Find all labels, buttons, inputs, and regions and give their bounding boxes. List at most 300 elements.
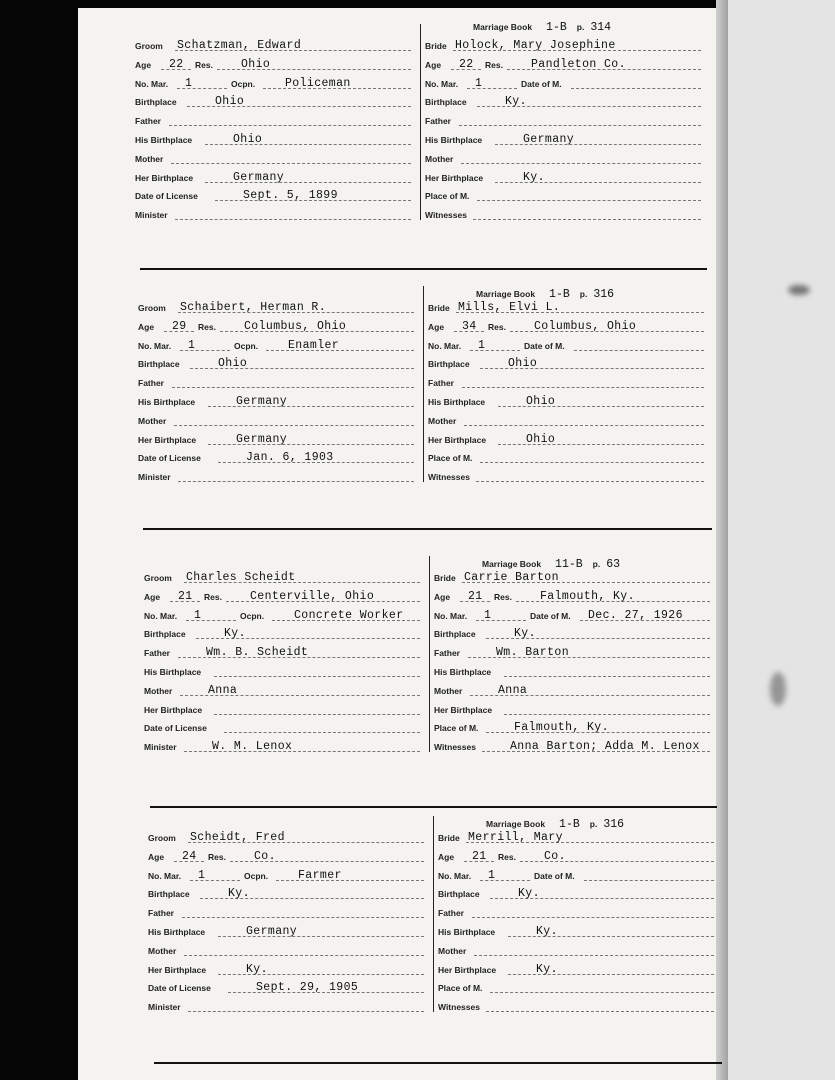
bride-mother-label: Mother [434, 685, 463, 696]
bride-birthplace-row [434, 624, 712, 641]
groom-birthplace-row [135, 92, 413, 109]
bride-father-line [472, 917, 714, 918]
bride-name-value: Mills, Elvi L. [458, 301, 561, 314]
groom-her-birthplace-label: Her Birthplace [148, 964, 207, 975]
groom-ocpn-value: Farmer [298, 868, 342, 882]
groom-date-of-license-value: Jan. 6, 1903 [246, 451, 334, 465]
groom-ocpn-label: Ocpn. [244, 870, 269, 881]
bride-his-birthplace-label: His Birthplace [425, 135, 483, 145]
groom-no-mar-row [148, 866, 426, 883]
bride-her-birthplace-row [428, 430, 706, 447]
bride-place-of-m-value: Falmouth, Ky. [514, 721, 609, 735]
bride-age-row [425, 55, 703, 72]
groom-name-value: Schatzman, Edward [177, 39, 302, 52]
groom-groom-label: Groom [148, 833, 176, 843]
groom-ocpn-label: Ocpn. [234, 340, 259, 351]
bride-birthplace-label: Birthplace [434, 629, 476, 640]
groom-father-line [169, 125, 411, 126]
groom-his-birthplace-value: Germany [236, 395, 288, 408]
groom-his-birthplace-row [138, 392, 416, 409]
bride-her-birthplace-label: Her Birthplace [434, 704, 493, 715]
groom-her-birthplace-line [214, 714, 420, 715]
bride-birthplace-row [425, 92, 703, 109]
bride-no-mar-value: 1 [488, 868, 496, 882]
groom-mother-row [135, 149, 413, 166]
bride-birthplace-value: Ky. [514, 627, 536, 641]
marriage-book-number: 1-B [559, 818, 580, 831]
bride-witnesses-line [476, 481, 704, 482]
groom-ocpn-value: Enamler [288, 338, 340, 352]
groom-groom-label: Groom [135, 41, 163, 51]
bride-witnesses-label: Witnesses [428, 472, 470, 483]
bride-mother-label: Mother [438, 945, 467, 956]
groom-minister-row [144, 737, 422, 754]
groom-name-value: Charles Scheidt [186, 571, 296, 584]
bride-res-label: Res. [488, 321, 506, 332]
groom-date-of-license-label: Date of License [138, 453, 201, 464]
marriage-book-reference [473, 21, 611, 34]
bride-her-birthplace-label: Her Birthplace [425, 172, 484, 183]
groom-age-row [144, 587, 422, 604]
bride-father-label: Father [438, 908, 464, 919]
bride-mother-row [425, 149, 703, 166]
groom-birthplace-row [148, 884, 426, 901]
bride-his-birthplace-value: Germany [523, 133, 575, 146]
record-separator [143, 528, 712, 530]
bride-name-value: Merrill, Mary [468, 831, 563, 844]
marriage-book-number: 1-B [549, 288, 570, 301]
bride-his-birthplace-label: His Birthplace [438, 927, 496, 937]
groom-minister-label: Minister [135, 210, 168, 221]
groom-res-value: Columbus, Ohio [244, 319, 347, 333]
bride-age-value: 34 [462, 319, 477, 333]
groom-age-row [135, 55, 413, 72]
groom-birthplace-value: Ohio [218, 357, 248, 371]
groom-mother-label: Mother [144, 685, 173, 696]
scan-speck [788, 285, 810, 295]
page-label: p. [592, 559, 601, 569]
bride-date-of-m-label: Date of M. [524, 340, 565, 351]
groom-no-mar-value: 1 [188, 338, 196, 352]
groom-ocpn-value: Policeman [285, 76, 351, 90]
groom-age-value: 29 [172, 319, 187, 333]
groom-minister-label: Minister [144, 742, 177, 753]
bride-bride-row [425, 36, 703, 53]
page-label: p. [579, 289, 588, 299]
bride-age-row [438, 847, 716, 864]
groom-groom-row [144, 568, 422, 585]
groom-date-of-license-label: Date of License [144, 723, 207, 734]
groom-groom-row [148, 828, 426, 845]
marriage-book-label: Marriage Book [473, 22, 533, 32]
bride-her-birthplace-row [438, 960, 716, 977]
groom-age-row [138, 317, 416, 334]
groom-father-row [138, 373, 416, 390]
groom-her-birthplace-row [138, 430, 416, 447]
bride-father-line [459, 125, 701, 126]
groom-her-birthplace-value: Germany [233, 170, 285, 184]
bride-bride-label: Bride [438, 833, 460, 843]
groom-mother-row [138, 411, 416, 428]
bride-her-birthplace-label: Her Birthplace [428, 434, 487, 445]
groom-birthplace-row [138, 354, 416, 371]
bride-her-birthplace-label: Her Birthplace [438, 964, 497, 975]
groom-mother-label: Mother [138, 415, 167, 426]
bride-her-birthplace-line [504, 714, 710, 715]
groom-her-birthplace-label: Her Birthplace [138, 434, 197, 445]
bride-birthplace-label: Birthplace [438, 889, 480, 900]
groom-birthplace-label: Birthplace [144, 629, 186, 640]
column-divider [420, 24, 421, 220]
groom-father-row [148, 903, 426, 920]
bride-his-birthplace-value: Ky. [536, 925, 558, 938]
bride-date-of-m-line [571, 88, 701, 89]
bride-father-label: Father [434, 648, 460, 659]
groom-birthplace-row [144, 624, 422, 641]
bride-age-value: 22 [459, 57, 474, 71]
marriage-record-1 [135, 22, 735, 267]
groom-date-of-license-line [224, 732, 420, 733]
column-divider [429, 556, 430, 752]
groom-date-of-license-row [138, 448, 416, 465]
bride-witnesses-row [425, 205, 703, 222]
groom-ocpn-label: Ocpn. [240, 610, 265, 621]
bride-age-label: Age [434, 591, 451, 602]
record-separator [140, 268, 707, 270]
groom-date-of-license-label: Date of License [135, 191, 198, 202]
bride-place-of-m-line [480, 462, 704, 463]
bride-bride-label: Bride [428, 303, 450, 313]
groom-res-label: Res. [198, 321, 216, 332]
bride-mother-line [461, 163, 701, 164]
bride-mother-line [464, 425, 704, 426]
page-number: 316 [603, 818, 625, 831]
groom-no-mar-value: 1 [194, 608, 202, 622]
bride-no-mar-label: No. Mar. [434, 610, 468, 621]
groom-birthplace-label: Birthplace [148, 889, 190, 900]
groom-his-birthplace-label: His Birthplace [144, 667, 202, 677]
bride-res-value: Pandleton Co. [531, 57, 626, 71]
bride-place-of-m-label: Place of M. [438, 983, 483, 994]
bride-res-value: Co. [544, 849, 566, 863]
groom-his-birthplace-label: His Birthplace [148, 927, 206, 937]
groom-res-value: Ohio [241, 57, 271, 71]
page-label: p. [589, 819, 598, 829]
bride-mother-line [474, 955, 714, 956]
groom-ocpn-label: Ocpn. [231, 78, 256, 89]
bride-father-label: Father [425, 116, 451, 127]
bride-no-mar-label: No. Mar. [425, 78, 459, 89]
page-number: 314 [590, 21, 612, 34]
bride-mother-row [428, 411, 706, 428]
bride-place-of-m-line [477, 200, 701, 201]
bride-date-of-m-value: Dec. 27, 1926 [588, 608, 683, 622]
bride-his-birthplace-label: His Birthplace [428, 397, 486, 407]
groom-her-birthplace-label: Her Birthplace [135, 172, 194, 183]
bride-res-label: Res. [494, 591, 512, 602]
bride-age-row [434, 587, 712, 604]
page-label: p. [576, 22, 585, 32]
groom-mother-line [171, 163, 411, 164]
marriage-record-3 [144, 554, 744, 799]
groom-his-birthplace-row [148, 922, 426, 939]
bride-res-value: Falmouth, Ky. [540, 589, 635, 603]
column-divider [433, 816, 434, 1012]
bride-bride-label: Bride [425, 41, 447, 51]
bride-no-mar-value: 1 [484, 608, 492, 622]
groom-name-value: Scheidt, Fred [190, 831, 285, 844]
groom-his-birthplace-value: Ohio [233, 133, 263, 146]
bride-name-value: Carrie Barton [464, 571, 559, 584]
groom-her-birthplace-row [144, 700, 422, 717]
groom-mother-label: Mother [135, 153, 164, 164]
groom-minister-line [175, 219, 411, 220]
marriage-record-2 [138, 284, 738, 529]
groom-no-mar-row [135, 74, 413, 91]
groom-mother-line [184, 955, 424, 956]
groom-no-mar-label: No. Mar. [148, 870, 182, 881]
marriage-book-number: 11-B [555, 558, 583, 571]
groom-res-label: Res. [204, 591, 222, 602]
scan-smudge [770, 672, 786, 706]
bride-no-mar-label: No. Mar. [428, 340, 462, 351]
bride-father-row [428, 373, 706, 390]
groom-age-label: Age [148, 851, 165, 862]
bride-his-birthplace-row [428, 392, 706, 409]
groom-birthplace-label: Birthplace [135, 97, 177, 108]
groom-date-of-license-value: Sept. 5, 1899 [243, 189, 338, 203]
bride-res-label: Res. [498, 851, 516, 862]
bride-place-of-m-line [490, 992, 714, 993]
bride-no-mar-value: 1 [475, 76, 483, 90]
groom-mother-label: Mother [148, 945, 177, 956]
marriage-book-number: 1-B [546, 21, 567, 34]
bride-place-of-m-row [428, 448, 706, 465]
groom-age-value: 22 [169, 57, 184, 71]
groom-her-birthplace-value: Ky. [246, 962, 268, 976]
marriage-record-4 [148, 814, 748, 1059]
bride-her-birthplace-value: Ky. [523, 170, 545, 184]
marriage-book-label: Marriage Book [476, 289, 536, 299]
groom-no-mar-label: No. Mar. [135, 78, 169, 89]
groom-her-birthplace-row [135, 168, 413, 185]
bride-age-label: Age [428, 321, 445, 332]
bride-place-of-m-label: Place of M. [425, 191, 470, 202]
groom-no-mar-row [144, 606, 422, 623]
bride-witnesses-line [473, 219, 701, 220]
bride-age-label: Age [425, 59, 442, 70]
groom-mother-row [144, 681, 422, 698]
bride-her-birthplace-value: Ohio [526, 432, 556, 446]
groom-his-birthplace-label: His Birthplace [138, 397, 196, 407]
groom-minister-value: W. M. Lenox [212, 740, 293, 754]
record-separator [150, 806, 717, 808]
bride-witnesses-label: Witnesses [434, 742, 476, 753]
groom-minister-label: Minister [138, 472, 171, 483]
groom-ocpn-value: Concrete Worker [294, 608, 404, 622]
groom-father-line [182, 917, 424, 918]
bride-her-birthplace-row [425, 168, 703, 185]
groom-no-mar-row [138, 336, 416, 353]
bride-date-of-m-label: Date of M. [530, 610, 571, 621]
groom-no-mar-label: No. Mar. [144, 610, 178, 621]
bride-his-birthplace-label: His Birthplace [434, 667, 492, 677]
groom-age-label: Age [144, 591, 161, 602]
bride-father-row [438, 903, 716, 920]
bride-no-mar-row [428, 336, 706, 353]
groom-no-mar-label: No. Mar. [138, 340, 172, 351]
groom-groom-row [138, 298, 416, 315]
groom-date-of-license-row [148, 978, 426, 995]
bride-no-mar-label: No. Mar. [438, 870, 472, 881]
bride-no-mar-row [438, 866, 716, 883]
bride-no-mar-row [434, 606, 712, 623]
bride-birthplace-label: Birthplace [428, 359, 470, 370]
bride-age-value: 21 [472, 849, 487, 863]
groom-father-row [135, 111, 413, 128]
bride-res-value: Columbus, Ohio [534, 319, 637, 333]
bride-witnesses-label: Witnesses [425, 210, 467, 221]
bride-mother-value: Anna [498, 683, 528, 697]
bride-birthplace-row [438, 884, 716, 901]
bride-her-birthplace-value: Ky. [536, 962, 558, 976]
groom-age-value: 24 [182, 849, 197, 863]
bride-mother-label: Mother [428, 415, 457, 426]
groom-no-mar-value: 1 [198, 868, 206, 882]
groom-mother-row [148, 941, 426, 958]
bride-res-label: Res. [485, 59, 503, 70]
groom-date-of-license-label: Date of License [148, 983, 211, 994]
bride-father-row [425, 111, 703, 128]
bride-her-birthplace-row [434, 700, 712, 717]
bride-place-of-m-row [434, 718, 712, 735]
groom-father-label: Father [148, 908, 174, 919]
bride-his-birthplace-row [425, 130, 703, 147]
groom-birthplace-label: Birthplace [138, 359, 180, 370]
bride-witnesses-line [486, 1011, 714, 1012]
groom-father-label: Father [138, 378, 164, 389]
bride-place-of-m-row [438, 978, 716, 995]
groom-minister-row [138, 467, 416, 484]
groom-her-birthplace-row [148, 960, 426, 977]
bride-witnesses-label: Witnesses [438, 1002, 480, 1013]
bride-witnesses-row [428, 467, 706, 484]
groom-father-value: Wm. B. Scheidt [206, 646, 309, 660]
bride-place-of-m-label: Place of M. [434, 723, 479, 734]
groom-mother-line [174, 425, 414, 426]
groom-groom-row [135, 36, 413, 53]
groom-father-label: Father [144, 648, 170, 659]
groom-his-birthplace-row [135, 130, 413, 147]
bride-father-row [434, 643, 712, 660]
bride-age-row [428, 317, 706, 334]
groom-minister-line [188, 1011, 424, 1012]
bride-no-mar-row [425, 74, 703, 91]
bride-bride-row [434, 568, 712, 585]
bride-mother-row [434, 681, 712, 698]
marriage-book-label: Marriage Book [482, 559, 542, 569]
bride-mother-label: Mother [425, 153, 454, 164]
groom-age-label: Age [138, 321, 155, 332]
groom-res-value: Co. [254, 849, 276, 863]
bride-bride-row [438, 828, 716, 845]
bride-mother-row [438, 941, 716, 958]
bride-his-birthplace-row [438, 922, 716, 939]
bride-father-line [462, 387, 704, 388]
groom-no-mar-value: 1 [185, 76, 193, 90]
column-divider [423, 286, 424, 482]
groom-date-of-license-row [144, 718, 422, 735]
groom-birthplace-value: Ohio [215, 95, 245, 109]
groom-age-row [148, 847, 426, 864]
marriage-book-label: Marriage Book [486, 819, 546, 829]
bride-place-of-m-row [425, 186, 703, 203]
groom-age-value: 21 [178, 589, 193, 603]
groom-father-row [144, 643, 422, 660]
page-number: 316 [593, 288, 615, 301]
groom-name-value: Schaibert, Herman R. [180, 301, 327, 314]
bride-bride-label: Bride [434, 573, 456, 583]
bride-father-value: Wm. Barton [496, 646, 570, 660]
groom-minister-line [178, 481, 414, 482]
groom-father-label: Father [135, 116, 161, 127]
groom-mother-value: Anna [208, 683, 238, 697]
groom-minister-row [135, 205, 413, 222]
record-separator [154, 1062, 722, 1064]
bride-name-value: Holock, Mary Josephine [455, 39, 616, 52]
groom-res-label: Res. [208, 851, 226, 862]
bride-witnesses-row [438, 997, 716, 1014]
groom-his-birthplace-label: His Birthplace [135, 135, 193, 145]
groom-his-birthplace-value: Germany [246, 925, 298, 938]
page-number: 63 [606, 558, 621, 571]
bride-place-of-m-label: Place of M. [428, 453, 473, 464]
bride-witnesses-value: Anna Barton; Adda M. Lenox [510, 740, 700, 754]
bride-his-birthplace-value: Ohio [526, 395, 556, 408]
groom-age-label: Age [135, 59, 152, 70]
bride-bride-row [428, 298, 706, 315]
bride-birthplace-value: Ohio [508, 357, 538, 371]
groom-her-birthplace-label: Her Birthplace [144, 704, 203, 715]
bride-date-of-m-line [584, 880, 714, 881]
groom-birthplace-value: Ky. [224, 627, 246, 641]
bride-no-mar-value: 1 [478, 338, 486, 352]
groom-groom-label: Groom [144, 573, 172, 583]
groom-date-of-license-value: Sept. 29, 1905 [256, 981, 359, 995]
bride-his-birthplace-row [434, 662, 712, 679]
groom-groom-label: Groom [138, 303, 166, 313]
bride-birthplace-row [428, 354, 706, 371]
groom-minister-label: Minister [148, 1002, 181, 1013]
groom-his-birthplace-line [214, 676, 420, 677]
bride-age-value: 21 [468, 589, 483, 603]
bride-witnesses-row [434, 737, 712, 754]
groom-res-value: Centerville, Ohio [250, 589, 375, 603]
bride-age-label: Age [438, 851, 455, 862]
bride-date-of-m-line [574, 350, 704, 351]
bride-birthplace-label: Birthplace [425, 97, 467, 108]
bride-date-of-m-label: Date of M. [521, 78, 562, 89]
groom-res-label: Res. [195, 59, 213, 70]
groom-birthplace-value: Ky. [228, 887, 250, 901]
groom-her-birthplace-value: Germany [236, 432, 288, 446]
bride-birthplace-value: Ky. [505, 95, 527, 109]
bride-date-of-m-label: Date of M. [534, 870, 575, 881]
groom-his-birthplace-row [144, 662, 422, 679]
bride-father-label: Father [428, 378, 454, 389]
groom-date-of-license-row [135, 186, 413, 203]
bride-birthplace-value: Ky. [518, 887, 540, 901]
